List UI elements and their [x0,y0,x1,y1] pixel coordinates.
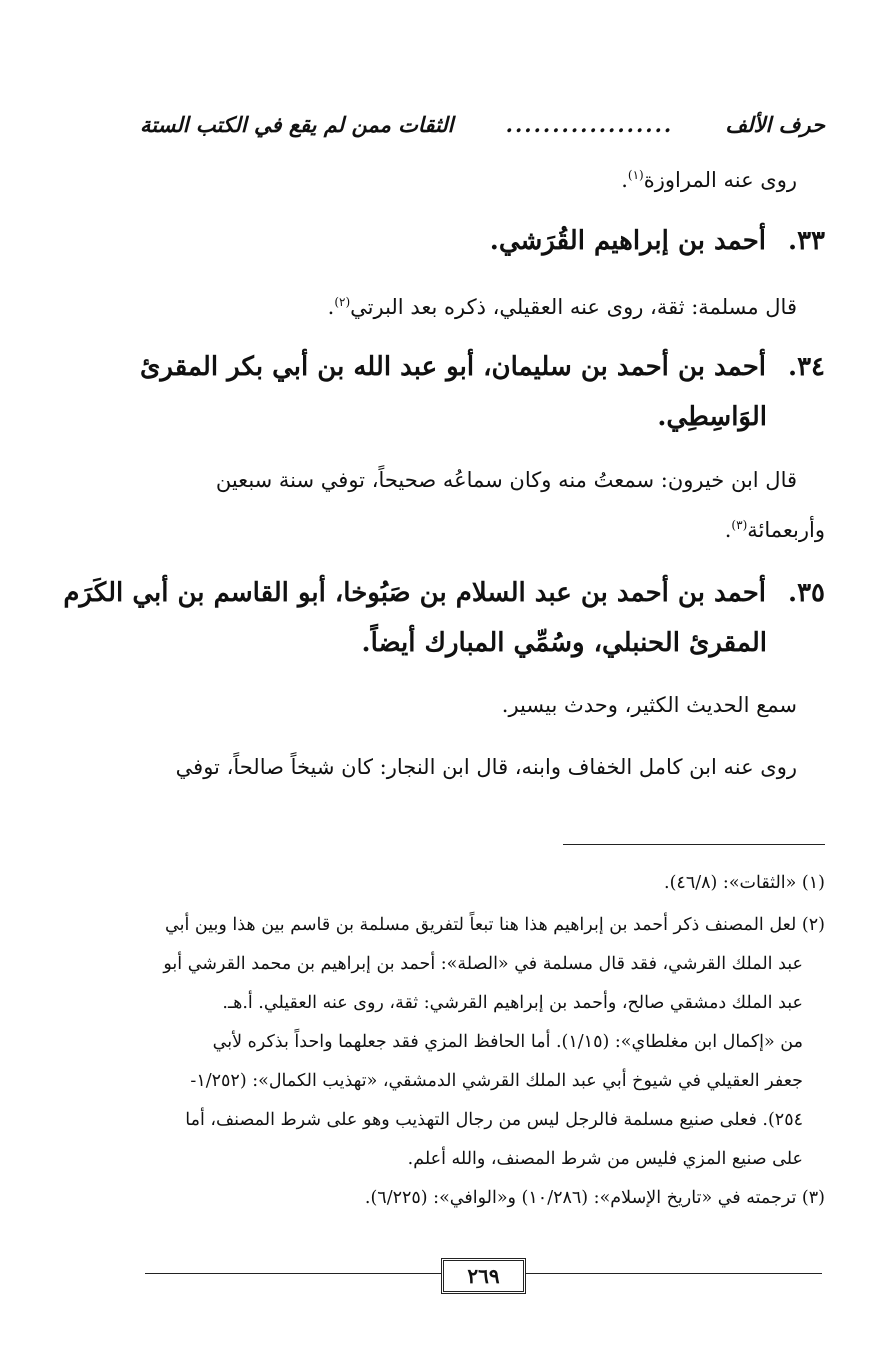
entry-number: ٣٣. [788,226,825,256]
entry-number: ٣٥. [788,578,825,608]
entry-name: أحمد بن أحمد بن عبد السلام بن صَبُوخا، أبو القاسم بن أبي الكَرَم [63,578,766,608]
entry-34-heading-cont: الوَاسِطِي. [657,402,767,432]
entry-name: أحمد بن أحمد بن سليمان، أبو عبد الله بن أبي بكر المقرئ [140,352,766,382]
body-paragraph: سمع الحديث الكثير، وحدث بيسير. [501,693,797,717]
entry-number: ٣٤. [788,352,825,382]
footnote-2-line: جعفر العقيلي في شيوخ أبي عبد الملك القرشي الدمشقي، «تهذيب الكمال»: (١/٢٥٢- [190,1071,803,1091]
entry-35-heading-cont: المقرئ الحنبلي، وسُمِّي المبارك أيضاً. [361,628,767,658]
page-number: ٢٦٩ [441,1258,526,1294]
footer-rule [145,1273,441,1274]
footnote-2-line: ٢٥٤). فعلى صنيع مسلمة فالرجل ليس من رجال التهذيب وهو على شرط المصنف، أما [185,1110,803,1130]
footnote-2-line: عبد الملك القرشي، فقد قال مسلمة في «الصلة»: أحمد بن إبراهيم بن محمد القرشي أبو [163,954,803,974]
body-paragraph-cont: وأربعمائة$^{(٣)}$. [724,518,825,542]
header-book-title: الثقات ممن لم يقع في الكتب الستة [140,111,454,137]
footnote-2-line: عبد الملك دمشقي صالح، وأحمد بن إبراهيم القرشي: ثقة، روى عنه العقيلي. أ.هـ. [222,993,803,1013]
running-header [140,104,825,144]
body-paragraph: روى عنه المراوزة$^{(١)}$. [621,168,797,192]
footnote-3: (٣) ترجمته في «تاريخ الإسلام»: (١٠/٢٨٦) و«الوافي»: (٦/٢٢٥). [364,1188,825,1208]
footnote-2: (٢) لعل المصنف ذكر أحمد بن إبراهيم هذا هنا تبعاً لتفريق مسلمة بن قاسم بين هذا وبين أبي [164,915,825,935]
body-paragraph: روى عنه ابن كامل الخفاف وابنه، قال ابن النجار: كان شيخاً صالحاً، توفي [175,755,797,779]
body-paragraph: قال ابن خيرون: سمعتُ منه وكان سماعُه صحيحاً، توفي سنة سبعين [215,468,797,492]
footnote-ref: (٣) [731,518,748,532]
entry-name: أحمد بن إبراهيم القُرَشي. [489,226,766,256]
footer-rule [526,1273,822,1274]
footnote-2-line: على صنيع المزي فليس من شرط المصنف، والله أعلم. [407,1149,803,1169]
header-section-title: حرف الألف [725,111,825,137]
body-paragraph: قال مسلمة: ثقة، روى عنه العقيلي، ذكره بعد البرتي$^{(٢)}$. [327,295,797,319]
footnote-ref: (٢) [334,295,351,309]
footnote-ref: (١) [627,168,644,182]
entry-35-heading [63,578,825,608]
footnote-separator [563,844,825,845]
entry-33-heading [140,226,825,256]
entry-34-heading [140,352,825,382]
footnote-2-line: من «إكمال ابن مغلطاي»: (١/١٥). أما الحافظ المزي فقد جعلهما واحداً بذكره لأبي [212,1032,803,1052]
footnote-1: (١) «الثقات»: (٤٦/٨). [664,873,825,893]
header-dots: .................. [505,111,674,137]
